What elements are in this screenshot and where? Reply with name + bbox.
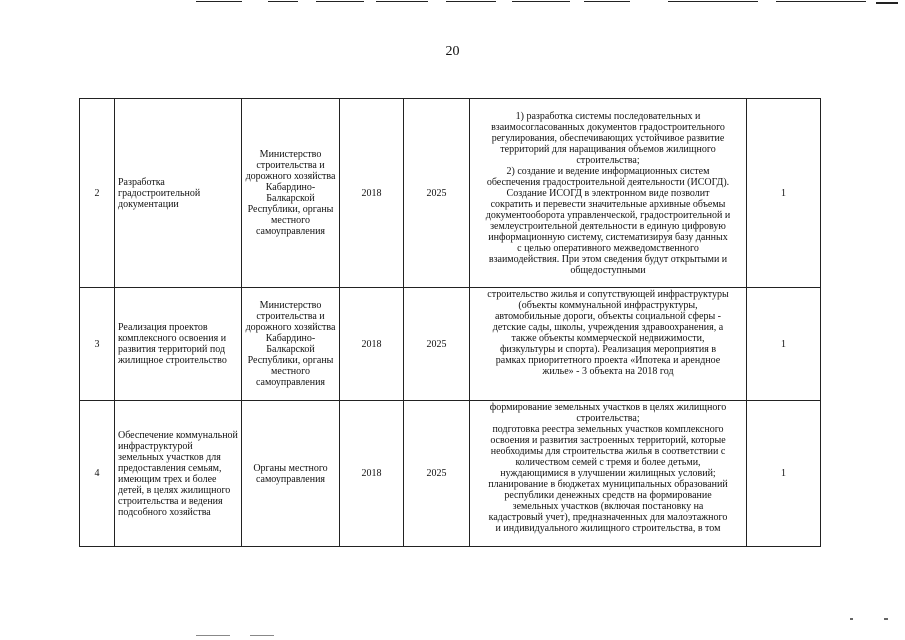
description-line: информационную систему, систематизируя базу данных xyxy=(488,231,728,243)
description-line: строительства; xyxy=(576,154,640,166)
description-line: подготовка реестра земельных участков комплексного xyxy=(492,424,724,435)
description-line: освоения и развития застроенных территорий, которые xyxy=(490,435,726,446)
row-number: 2 xyxy=(80,99,115,288)
description-line: детские сады, школы, учреждения здравоохранения, а xyxy=(492,322,724,333)
description-line: количеством семей с тремя и более детьми, xyxy=(515,457,701,468)
description-line: обеспечения градостроительной деятельности (ИСОГД). xyxy=(486,176,730,188)
scan-artifact-line xyxy=(250,635,274,636)
description-line: республики денежных средств на формирование xyxy=(504,490,712,501)
responsible-org: Министерство строительства и дорожного хозяйства Кабардино-Балкарской Республики, органы местного самоуправления xyxy=(242,99,340,288)
description-line: регулирования, обеспечивающих устойчивое развитие xyxy=(491,132,725,144)
plan-table xyxy=(79,98,821,547)
description-line: формирование земельных участков в целях жилищного xyxy=(489,402,727,413)
scan-artifact-line xyxy=(196,1,242,2)
description-line: 1) разработка системы последовательных и xyxy=(515,110,701,122)
description-line: рамках приоритетного проекта «Ипотека и арендное xyxy=(495,355,721,366)
description-line: физкультуры и спорта). Реализация мероприятия в xyxy=(499,344,717,355)
responsible-org: Министерство строительства и дорожного хозяйства Кабардино-Балкарской Республики, органы местного самоуправления xyxy=(242,288,340,401)
description-line: необходимы для строительства жилья в соответствии с xyxy=(490,446,726,457)
description-line: нуждающимися в улучшении жилищных условий; xyxy=(500,468,716,479)
start-year: 2018 xyxy=(340,401,404,547)
description-line: Создание ИСОГД в электронном виде позволит xyxy=(506,187,710,199)
measure-name: Реализация проектов комплексного освоения и развития территорий под жилищное строительство xyxy=(115,288,242,401)
measure-description xyxy=(470,401,747,547)
description-line: взаимодействия. При этом сведения будут открытыми и xyxy=(488,253,728,265)
scan-artifact-line xyxy=(316,1,364,2)
scan-artifact-line xyxy=(376,1,428,2)
scan-speck xyxy=(884,618,888,620)
description-line: (объекты коммунальной инфраструктуры, xyxy=(518,300,698,311)
indicator-value: 1 xyxy=(747,99,821,288)
indicator-value: 1 xyxy=(747,288,821,401)
end-year: 2025 xyxy=(404,401,470,547)
page-number: 20 xyxy=(445,44,460,59)
measure-name: Разработка градостроительной документации xyxy=(115,99,242,288)
description-line: землеустроительной деятельности в единую цифровую xyxy=(490,220,726,232)
description-line: взаимосогласованных документов градостроительного xyxy=(491,121,725,133)
responsible-org: Органы местного самоуправления xyxy=(242,401,340,547)
description-line: 2) создание и ведение информационных систем xyxy=(506,165,710,177)
row-number: 4 xyxy=(80,401,115,547)
description-line: также объекты коммерческой недвижимости, xyxy=(511,333,705,344)
description-line: сократить и перевести значительные архивные объемы xyxy=(490,198,726,210)
table-row xyxy=(80,288,821,401)
description-line: документооборота управленческой, градостроительной и xyxy=(485,209,731,221)
description-line: планирование в бюджетах муниципальных образований xyxy=(488,479,728,490)
scan-artifact-line xyxy=(584,1,630,2)
scan-artifact-line xyxy=(268,1,298,2)
end-year: 2025 xyxy=(404,99,470,288)
description-line: земельных участков (включая постановку на xyxy=(512,501,704,512)
description-line: строительства; xyxy=(576,413,640,424)
description-line: и индивидуального жилищного строительства, в том xyxy=(495,523,721,534)
scan-artifact-line xyxy=(876,2,898,4)
start-year: 2018 xyxy=(340,99,404,288)
table-row xyxy=(80,99,821,288)
description-line: автомобильные дороги, объекты социальной сферы - xyxy=(494,311,722,322)
indicator-value: 1 xyxy=(747,401,821,547)
description-line: общедоступными xyxy=(570,264,646,276)
measure-description xyxy=(470,288,747,401)
measure-name: Обеспечение коммунальной инфраструктурой земельных участков для предоставления семьям, имеющим трех и более детей, в целях жилищного строительства и ведения подсобного хозяйства xyxy=(115,401,242,547)
description-line: кадастровый учет), предназначенных для малоэтажного xyxy=(488,512,728,523)
scan-artifact-line xyxy=(196,635,230,636)
description-line: территорий для наращивания объемов жилищного xyxy=(500,143,716,155)
scan-speck xyxy=(850,618,853,620)
scan-artifact-line xyxy=(512,1,570,2)
description-line: с целью оперативного межведомственного xyxy=(517,242,699,254)
scan-artifact-line xyxy=(446,1,496,2)
end-year: 2025 xyxy=(404,288,470,401)
row-number: 3 xyxy=(80,288,115,401)
start-year: 2018 xyxy=(340,288,404,401)
scan-artifact-line xyxy=(668,1,758,2)
description-line: строительство жилья и сопутствующей инфраструктуры xyxy=(487,289,729,300)
measure-description xyxy=(470,99,747,288)
scan-artifact-line xyxy=(776,1,866,2)
description-line: жилье» - 3 объекта на 2018 год xyxy=(542,366,674,377)
table-row xyxy=(80,401,821,547)
